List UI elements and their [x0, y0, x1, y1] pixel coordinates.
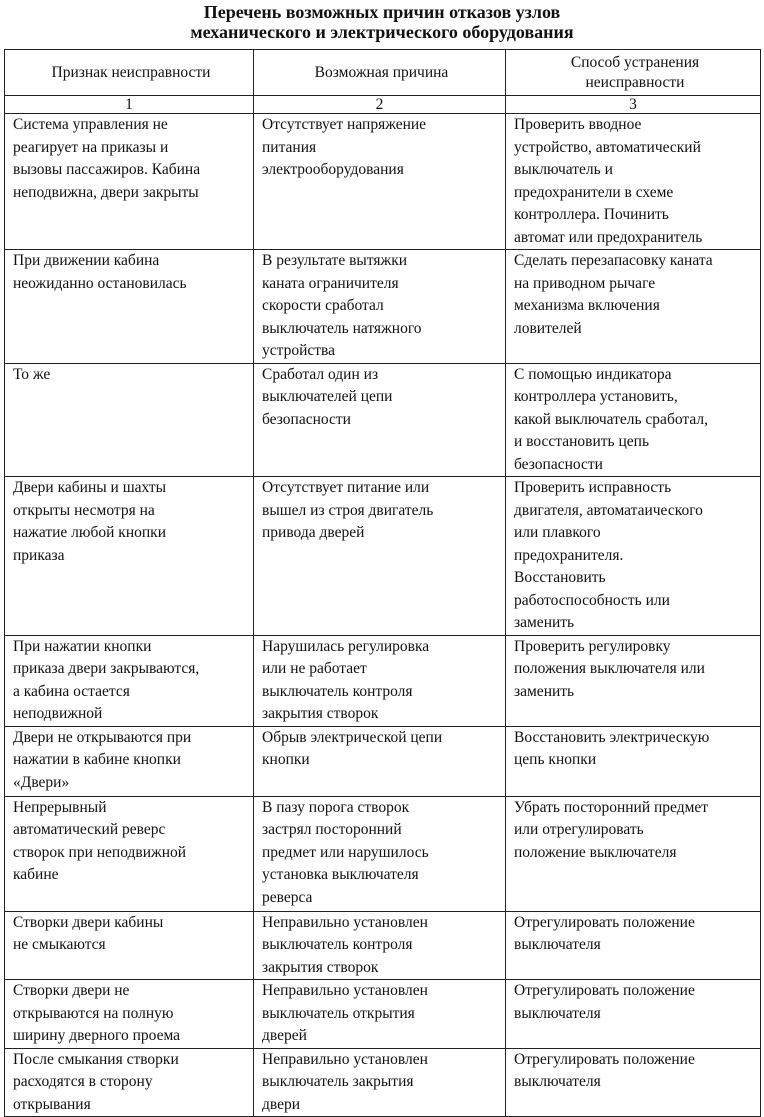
symptom-cell: Створки двери не открываются на полную ширину дверного проема	[5, 980, 254, 1049]
remedy-cell: Проверить вводное устройство, автоматический выключатель и предохранители в схеме контроллера. Починить автомат или предохранитель	[506, 114, 761, 250]
symptom-cell: Створки двери кабины не смыкаются	[5, 911, 254, 980]
cause-cell: Сработал один из выключателей цепи безопасности	[254, 363, 506, 477]
table-row	[5, 635, 761, 726]
remedy-cell: Сделать перезапасовку каната на приводном рычаге механизма включения ловителей	[506, 250, 761, 364]
column-number: 1	[5, 96, 254, 114]
header-cause: Возможная причина	[254, 50, 506, 96]
column-number: 3	[506, 96, 761, 114]
cause-cell: В пазу порога створок застрял посторонний предмет или нарушилось установка выключателя реверса	[254, 796, 506, 911]
remedy-cell: Проверить регулировку положения выключателя или заменить	[506, 635, 761, 726]
cause-cell: Неправильно установлен выключатель закрытия двери	[254, 1048, 506, 1117]
cause-cell: Неправильно установлен выключатель открытия дверей	[254, 980, 506, 1049]
header-row	[5, 50, 761, 96]
cause-cell: Нарушилась регулировка или не работает выключатель контроля закрытия створок	[254, 635, 506, 726]
cause-cell: Отсутствует напряжение питания электрооборудования	[254, 114, 506, 250]
remedy-cell: Восстановить электрическую цепь кнопки	[506, 726, 761, 796]
column-number: 2	[254, 96, 506, 114]
cause-cell: Неправильно установлен выключатель контроля закрытия створок	[254, 911, 506, 980]
remedy-cell: Отрегулировать положение выключателя	[506, 980, 761, 1049]
cause-cell: Обрыв электрической цепи кнопки	[254, 726, 506, 796]
remedy-cell: Убрать посторонний предмет или отрегулировать положение выключателя	[506, 796, 761, 911]
table-row	[5, 250, 761, 364]
table-row	[5, 114, 761, 250]
remedy-cell: Проверить исправность двигателя, автоматаического или плавкого предохранителя. Восстановить работоспособность или заменить	[506, 477, 761, 636]
symptom-cell: Двери кабины и шахты открыты несмотря на нажатие любой кнопки приказа	[5, 477, 254, 636]
table-row	[5, 911, 761, 980]
symptom-cell: При движении кабина неожиданно остановилась	[5, 250, 254, 364]
column-number-row	[5, 96, 761, 114]
cause-cell: В результате вытяжки каната ограничителя скорости сработал выключатель натяжного устройства	[254, 250, 506, 364]
symptom-cell: Система управления не реагирует на приказы и вызовы пассажиров. Кабина неподвижна, двери закрыты	[5, 114, 254, 250]
symptom-cell: Двери не открываются при нажатии в кабине кнопки «Двери»	[5, 726, 254, 796]
remedy-cell: Отрегулировать положение выключателя	[506, 911, 761, 980]
header-symptom: Признак неисправности	[5, 50, 254, 96]
header-remedy: Способ устранения неисправности	[506, 50, 761, 96]
faults-table	[4, 49, 761, 1117]
cause-cell: Отсутствует питание или вышел из строя двигатель привода дверей	[254, 477, 506, 636]
table-row	[5, 726, 761, 796]
remedy-cell: С помощью индикатора контроллера установить, какой выключатель сработал, и восстановить цепь безопасности	[506, 363, 761, 477]
symptom-cell: Непрерывный автоматический реверс створок при неподвижной кабине	[5, 796, 254, 911]
table-row	[5, 1048, 761, 1117]
remedy-cell: Отрегулировать положение выключателя	[506, 1048, 761, 1117]
symptom-cell: То же	[5, 363, 254, 477]
document-title: Перечень возможных причин отказов узлов механического и электрического оборудования	[190, 2, 574, 42]
symptom-cell: При нажатии кнопки приказа двери закрываются, а кабина остается неподвижной	[5, 635, 254, 726]
table-row	[5, 477, 761, 636]
table-row	[5, 363, 761, 477]
table-row	[5, 796, 761, 911]
symptom-cell: После смыкания створки расходятся в сторону открывания	[5, 1048, 254, 1117]
table-row	[5, 980, 761, 1049]
